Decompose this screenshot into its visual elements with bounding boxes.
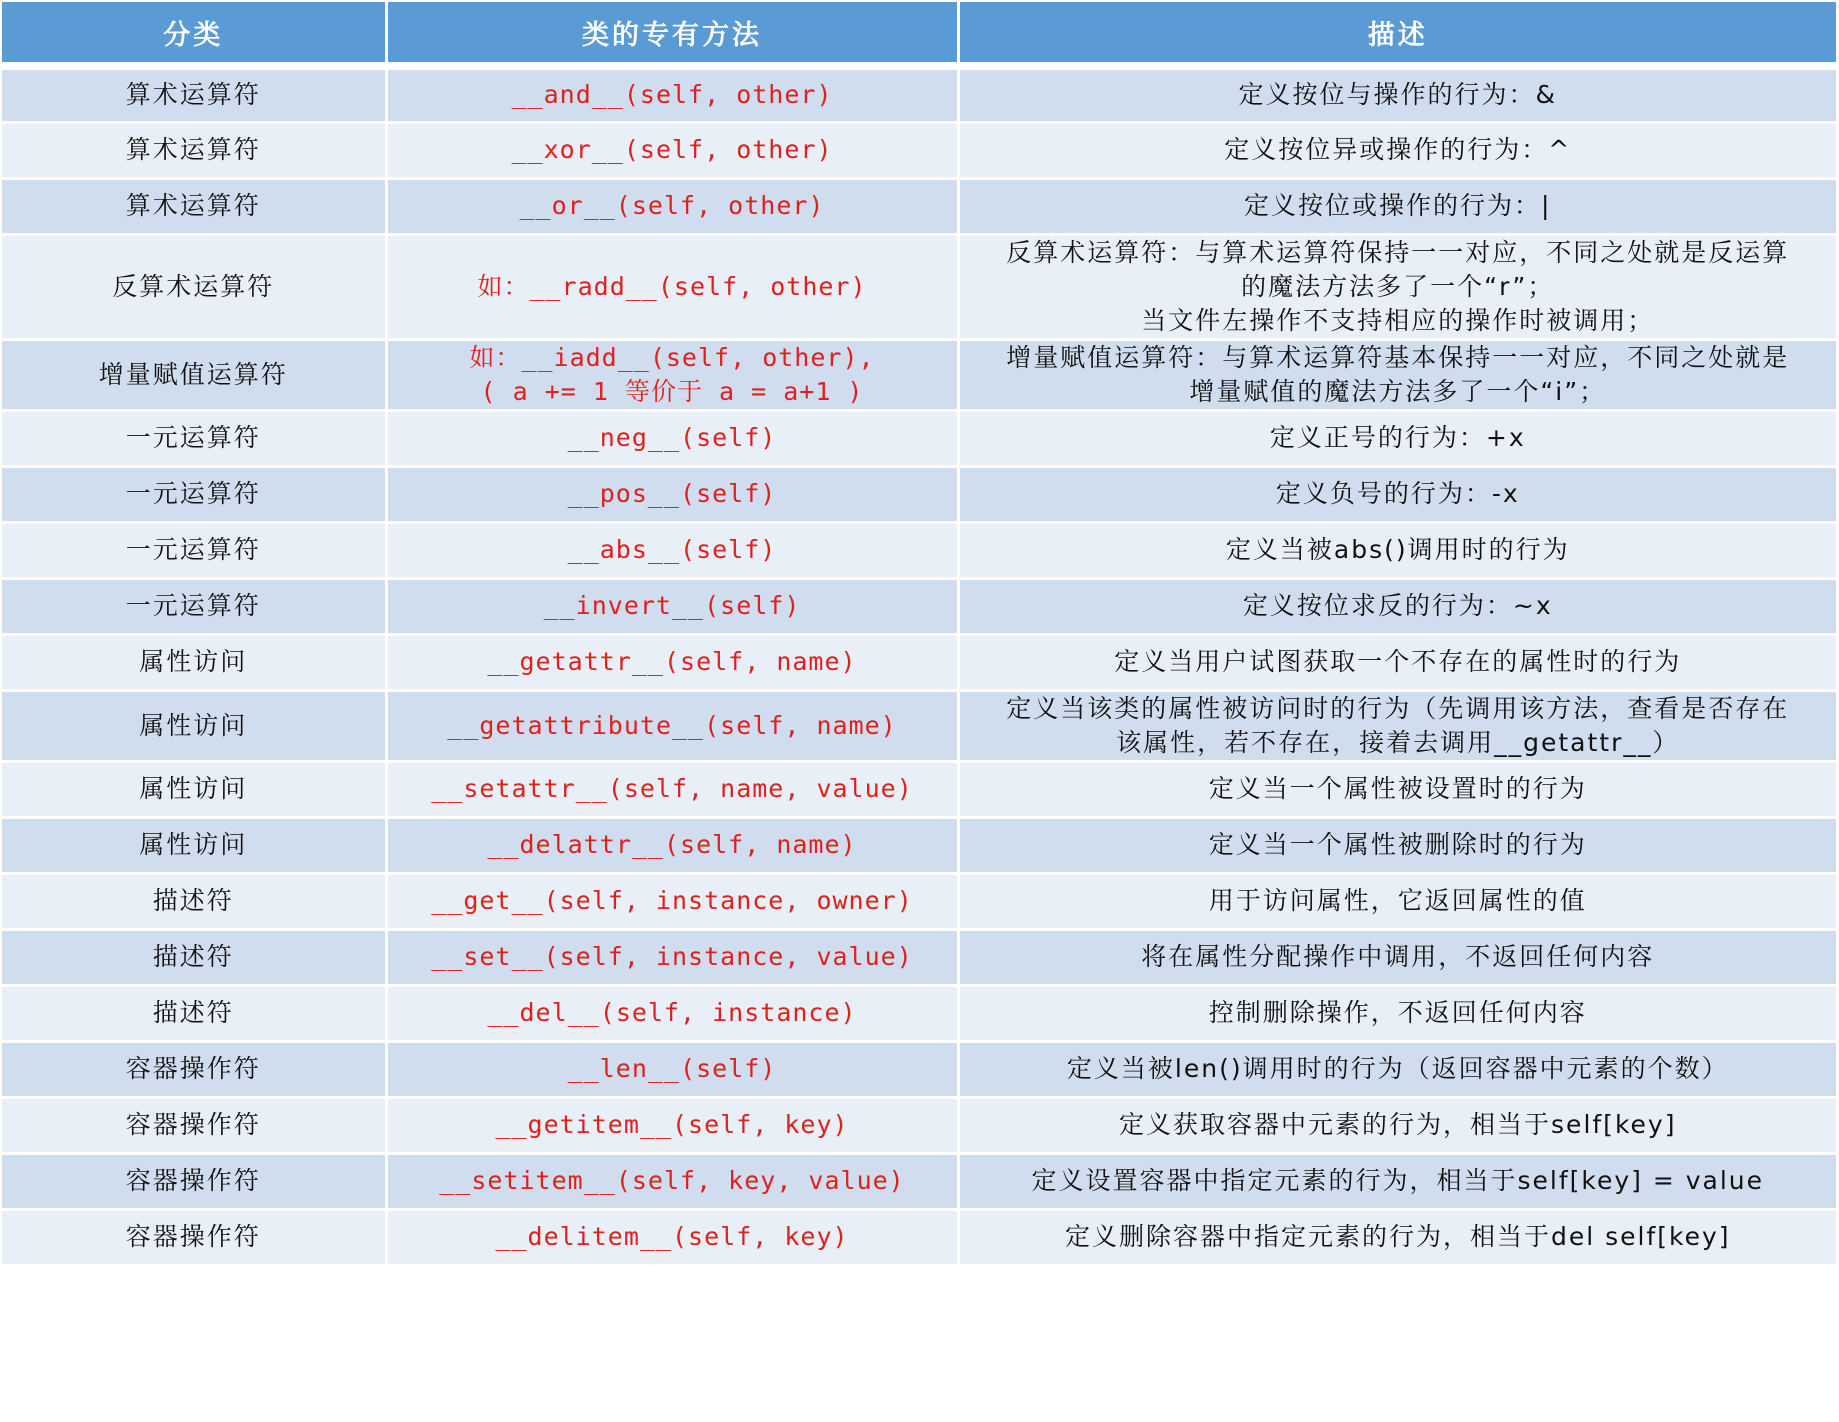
- table-row: [2, 578, 1836, 634]
- description-line: 定义删除容器中指定元素的行为，相当于del self[key]: [1064, 1222, 1731, 1251]
- method-cell: [386, 929, 958, 985]
- description-cell: [958, 339, 1836, 410]
- category-cell: 容器操作符: [2, 1209, 386, 1265]
- method-cell: [386, 873, 958, 929]
- method-line: __len__(self): [567, 1054, 777, 1083]
- method-cell: [386, 1209, 958, 1265]
- description-line: 增量赋值运算符：与算术运算符基本保持一一对应，不同之处就是: [1006, 342, 1790, 372]
- description-cell: [958, 761, 1836, 817]
- table-row: [2, 634, 1836, 690]
- description-cell: [958, 66, 1836, 122]
- description-line: 定义当被len()调用时的行为（返回容器中元素的个数）: [1066, 1054, 1729, 1083]
- method-cell: [386, 178, 958, 234]
- method-cell: [386, 761, 958, 817]
- column-header-description: 描述: [958, 2, 1836, 66]
- category-cell: 属性访问: [2, 817, 386, 873]
- category-cell: 属性访问: [2, 634, 386, 690]
- table-row: [2, 985, 1836, 1041]
- description-cell: [958, 634, 1836, 690]
- category-cell: 算术运算符: [2, 66, 386, 122]
- method-line: __and__(self, other): [511, 80, 833, 110]
- table-row: [2, 339, 1836, 410]
- method-cell: [386, 817, 958, 873]
- description-cell: [958, 522, 1836, 578]
- method-cell: [386, 466, 958, 522]
- table-row: [2, 466, 1836, 522]
- table-row: [2, 690, 1836, 761]
- method-line: __get__(self, instance, owner): [431, 886, 913, 915]
- column-header-category: 分类: [2, 2, 386, 66]
- description-cell: [958, 690, 1836, 761]
- method-cell: [386, 410, 958, 466]
- column-header-method: 类的专有方法: [386, 2, 958, 66]
- description-line: 增量赋值的魔法方法多了一个“i”；: [1189, 376, 1607, 406]
- description-line: 反算术运算符：与算术运算符保持一一对应，不同之处就是反运算: [1006, 237, 1790, 267]
- category-cell: 一元运算符: [2, 578, 386, 634]
- category-cell: 容器操作符: [2, 1097, 386, 1153]
- category-cell: 反算术运算符: [2, 234, 386, 339]
- description-line: 的魔法方法多了一个“r”；: [1241, 271, 1555, 301]
- description-line: 定义当一个属性被设置时的行为: [1208, 774, 1587, 803]
- description-cell: [958, 578, 1836, 634]
- method-line: 如：__iadd__(self, other),: [469, 342, 875, 372]
- category-cell: 描述符: [2, 985, 386, 1041]
- table-row: [2, 761, 1836, 817]
- method-line: ( a += 1 等价于 a = a+1 ): [480, 376, 864, 406]
- method-cell: [386, 578, 958, 634]
- category-cell: 算术运算符: [2, 178, 386, 234]
- description-line: 定义获取容器中元素的行为，相当于self[key]: [1119, 1110, 1677, 1139]
- table-header-row: [2, 2, 1836, 66]
- description-line: 定义负号的行为：-x: [1275, 479, 1520, 508]
- method-cell: [386, 234, 958, 339]
- method-line: __abs__(self): [567, 535, 777, 564]
- description-line: 控制删除操作，不返回任何内容: [1208, 998, 1587, 1027]
- method-cell: [386, 985, 958, 1041]
- method-line: __neg__(self): [567, 423, 777, 452]
- description-line: 定义正号的行为：+x: [1269, 423, 1526, 452]
- table-row: [2, 178, 1836, 234]
- category-cell: 属性访问: [2, 690, 386, 761]
- description-line: 将在属性分配操作中调用，不返回任何内容: [1141, 942, 1655, 971]
- description-line: 当文件左操作不支持相应的操作时被调用；: [1141, 305, 1655, 335]
- method-cell: [386, 1153, 958, 1209]
- method-line: __xor__(self, other): [511, 135, 833, 164]
- method-line: __pos__(self): [567, 479, 777, 508]
- description-line: 定义当该类的属性被访问时的行为（先调用该方法，查看是否存在: [1006, 693, 1790, 723]
- category-cell: 描述符: [2, 929, 386, 985]
- table-body: [2, 66, 1836, 1265]
- description-cell: [958, 1153, 1836, 1209]
- description-cell: [958, 873, 1836, 929]
- method-cell: [386, 339, 958, 410]
- method-line: __getitem__(self, key): [495, 1110, 849, 1139]
- magic-methods-table-container: [2, 2, 1836, 1267]
- method-line: __del__(self, instance): [487, 998, 857, 1027]
- method-cell: [386, 690, 958, 761]
- method-line: __invert__(self): [543, 591, 801, 620]
- description-cell: [958, 410, 1836, 466]
- method-line: __delattr__(self, name): [487, 830, 857, 859]
- description-line: 定义按位异或操作的行为：^: [1224, 135, 1572, 164]
- method-cell: [386, 66, 958, 122]
- table-row: [2, 929, 1836, 985]
- table-row: [2, 1097, 1836, 1153]
- method-cell: [386, 1097, 958, 1153]
- method-cell: [386, 122, 958, 178]
- magic-methods-table: [2, 2, 1836, 1267]
- method-cell: [386, 634, 958, 690]
- category-cell: 属性访问: [2, 761, 386, 817]
- table-row: [2, 122, 1836, 178]
- description-cell: [958, 234, 1836, 339]
- category-cell: 算术运算符: [2, 122, 386, 178]
- description-cell: [958, 122, 1836, 178]
- table-row: [2, 410, 1836, 466]
- method-line: __delitem__(self, key): [495, 1222, 849, 1251]
- category-cell: 一元运算符: [2, 410, 386, 466]
- table-row: [2, 234, 1836, 339]
- table-row: [2, 1041, 1836, 1097]
- description-line: 该属性，若不存在，接着去调用__getattr__）: [1116, 727, 1680, 757]
- method-line: 如：__radd__(self, other): [477, 271, 867, 301]
- description-cell: [958, 1041, 1836, 1097]
- method-line: __getattr__(self, name): [487, 647, 857, 676]
- description-line: 定义当被abs()调用时的行为: [1225, 535, 1570, 564]
- method-cell: [386, 1041, 958, 1097]
- method-line: __getattribute__(self, name): [447, 710, 897, 740]
- description-line: 用于访问属性，它返回属性的值: [1208, 886, 1587, 915]
- method-cell: [386, 522, 958, 578]
- description-line: 定义当用户试图获取一个不存在的属性时的行为: [1114, 647, 1682, 676]
- description-line: 定义按位求反的行为：~x: [1242, 591, 1553, 620]
- category-cell: 增量赋值运算符: [2, 339, 386, 410]
- category-cell: 一元运算符: [2, 522, 386, 578]
- description-cell: [958, 178, 1836, 234]
- method-line: __or__(self, other): [519, 191, 825, 220]
- method-line: __setitem__(self, key, value): [439, 1166, 905, 1195]
- description-line: 定义当一个属性被删除时的行为: [1208, 830, 1587, 859]
- description-line: 定义按位或操作的行为：|: [1244, 191, 1552, 220]
- category-cell: 一元运算符: [2, 466, 386, 522]
- description-cell: [958, 985, 1836, 1041]
- table-row: [2, 66, 1836, 122]
- description-cell: [958, 1209, 1836, 1265]
- description-cell: [958, 929, 1836, 985]
- table-row: [2, 817, 1836, 873]
- table-row: [2, 1153, 1836, 1209]
- description-cell: [958, 1097, 1836, 1153]
- table-row: [2, 873, 1836, 929]
- description-line: 定义设置容器中指定元素的行为，相当于self[key] = value: [1031, 1166, 1765, 1195]
- category-cell: 描述符: [2, 873, 386, 929]
- description-line: 定义按位与操作的行为：&: [1238, 80, 1557, 110]
- category-cell: 容器操作符: [2, 1153, 386, 1209]
- method-line: __set__(self, instance, value): [431, 942, 913, 971]
- category-cell: 容器操作符: [2, 1041, 386, 1097]
- method-line: __setattr__(self, name, value): [431, 774, 913, 803]
- table-row: [2, 522, 1836, 578]
- description-cell: [958, 466, 1836, 522]
- table-row: [2, 1209, 1836, 1265]
- description-cell: [958, 817, 1836, 873]
